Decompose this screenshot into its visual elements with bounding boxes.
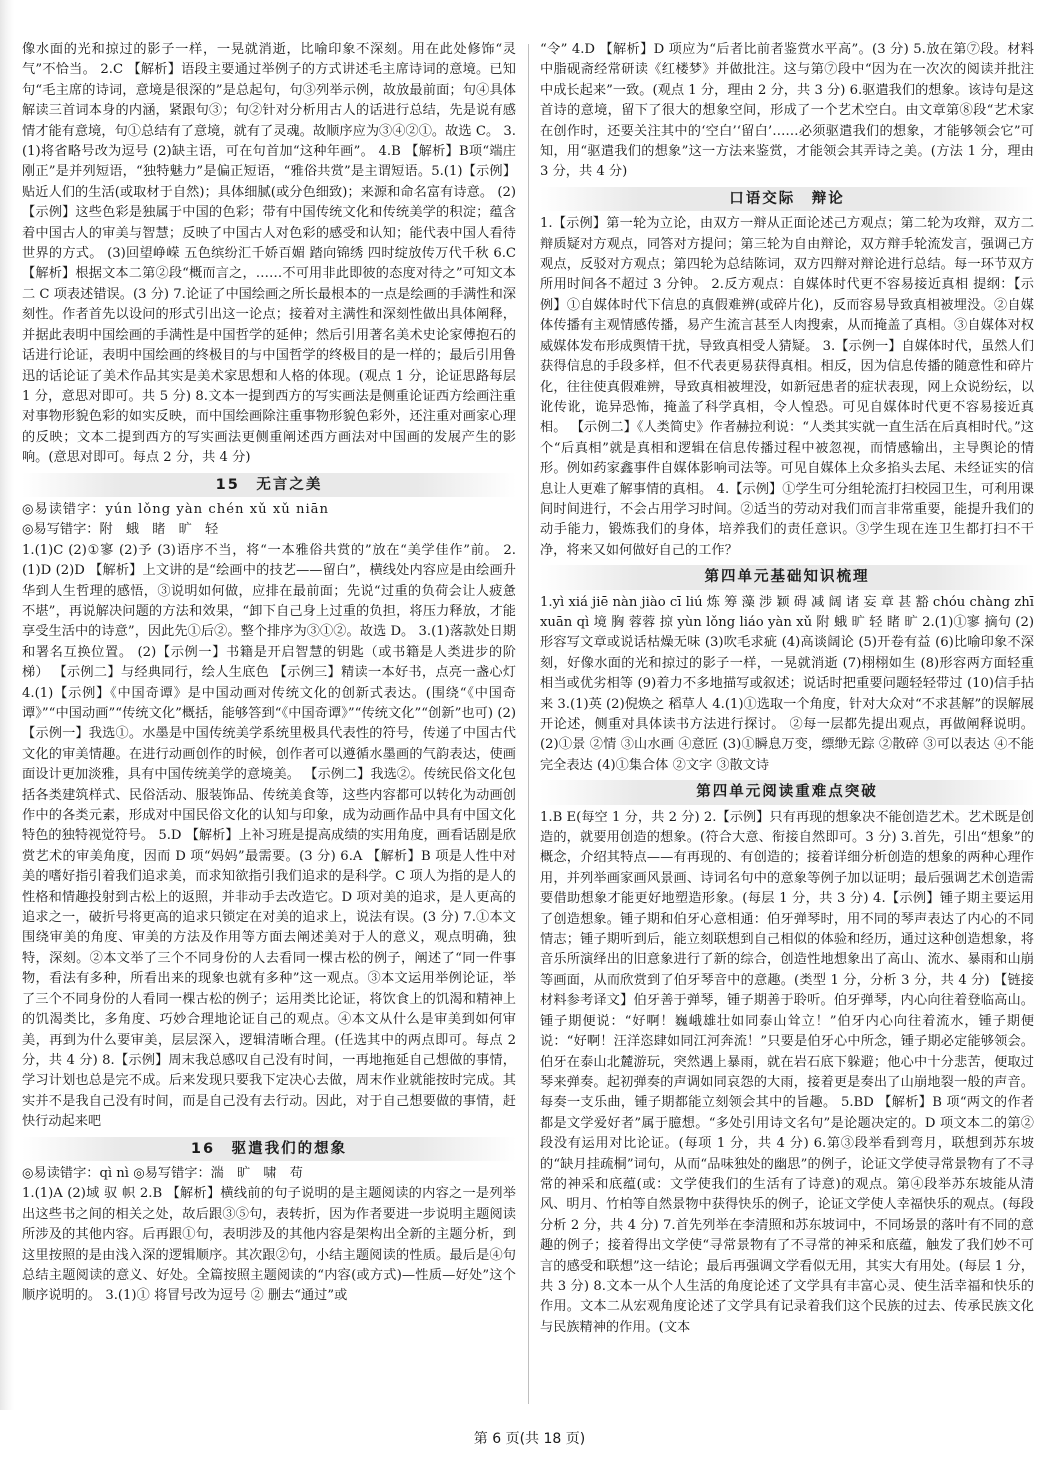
easy-misread-line: ◎易读错字：qì nì ◎易写错字：湍 旷 啸 苟 <box>22 1165 303 1181</box>
answer-text: 1.(1)C (2)①寥 (2)予 (3)语序不当，将“一本雅俗共赏的”放在“美学佳作”前。 2.(1)D (2)D 【解析】上文讲的是“绘画中的技艺——留白”，横线处内容应是由绘画升华到人生哲理的感悟，③说明如何做，应排在最前面；先说“过重的负荷会让人疲惫不堪”，再说解决问题的方法和效果，“卸下自己身上过重的负担，将压力释放，才能享受生活中的诗意”，因此先①后②。整个排序为③①②。故选 D。 3.(1)落款处日期和署名互换位置。 (2)【示例一】书籍是开启智慧的钥匙（或书籍是人类进步的阶梯） 【示例二】与经典同行，绘人生底色 【示例三】精读一本好书，点亮一盏心灯 4.(1)【示例】《中国奇谭》是中国动画对传统文化的创新式表达。(围绕“《中国奇谭》”“中国动画”“传统文化”概括，能够答到“《中国奇谭》”“传统文化”“创新”也可) (2)【示例一】我选①。水墨是中国传统美学系统里极具代表性的符号，传递了中国古代文化的审美情趣。在进行动画创作的时候，创作者可以遵循水墨画的气韵表达，使画面设计更加淡雅，具有中国传统美学的意境美。 【示例二】我选②。传统民俗文化包括各类建筑样式、民俗活动、服装饰品、传统美食等，这些内容都可以转化为动画创作中的各类元素，形成对中国民俗文化的认知与印象，成为动画作品中具有中国文化特色的独特视觉符号。 5.D 【解析】上补习班是提高成绩的实用角度，画看话剧是欣赏艺术的审美角度，因而 D 项“妈妈”最需要。(3 分) 6.A 【解析】B 项是人性中对美的嗜好指引着我们追求美，而求知欲指引我们追求的是科学。C 项人为指的是人的性格和情趣投射到古松上的返照，并非动手去改造它。D 项对美的追求，是人更高的追求之一，破折号将更高的追求只锁定在对美的追求上，说法有误。(3 分) 7.①本文围绕审美的角度、审美的方法及作用等方面去阐述美对于人的意义，观点明确，独特，深刻。②本文举了三个不同身份的人去看同一棵古松的例子，阐述了“同一件事物，看法有多种，所看出来的现象也就有多种”这一观点。③本文运用举例论证，举了三个不同身份的人看同一棵古松的例子；运用类比论证，将饮食上的饥渴和精神上的饥渴类比，多角度、巧妙合理地论证自己的观点。④本文从什么是审美到如何审美，再到为什么要审美，层层深入，逻辑清晰合理。(任选其中的两点即可。每点 2 分，共 4 分) 8.【示例】周末我总感叹自己没有时间，一再地拖延自己想做的事情，学习计划也总是完不成。后来发现只要我下定决心去做，周末作业就能按时完成。其实并不是我自己没有时间，而是自己没有去行动。因此，对于自己想要做的事情，赶快行动起来吧 <box>22 542 516 1130</box>
right-column <box>540 40 1034 1410</box>
answer-text: 1.【示例】第一轮为立论，由双方一辩从正面论述己方观点；第二轮为攻辩，双方二辩质疑对方观点，同答对方提问；第三轮为自由辩论，双方辩手轮流发言，强调己方观点，反驳对方观点；第四轮为总结陈词，双方四辩对辩论进行总结。每一环节双方所用时间各不超过 3 分钟。 2.反方观点：自媒体时代更不容易接近真相 提纲：【示例】①自媒体时代下信息的真假难辨(或碎片化)，反而容易导致真相被埋没。②自媒体传播有主观情感传播，易产生流言甚至人肉搜索，从而掩盖了真相。③自媒体对权威媒体发布形成舆情干扰，导致真相受人猜疑。 3.【示例一】自媒体时代，虽然人们获得信息的手段多样，但不代表更易获得真相。相反，因为信息传播的随意性和碎片化，往往使真假难辨，导致真相被埋没，如新冠患者的症状表现，网上众说纷纭，以讹传讹，诡异恐怖，掩盖了科学真相，令人惶恐。可见自媒体时代更不容易接近真相。 【示例二】《人类简史》作者赫拉利说：“人类其实就一直生活在后真相时代。”这个“后真相”就是真相和逻辑在信息传播过程中被忽视，而情感输出，主导舆论的情形。例如药家鑫事件自媒体影响司法等。可见自媒体上众多掐头去尾、未经证实的信息让人更难了解事情的真相。 4.【示例】①学生可分组轮流打扫校园卫生，可利用课间时间进行，不会占用学习时间。②适当的劳动对我们而言非常重要，能提升我们的动手能力，锻炼我们的身体，培养我们的责任意识。③学生现在连卫生都打扫不干净，将来又如何做好自己的工作？ <box>540 216 1034 558</box>
easy-misread-line: ◎易读错字：yún lǒng yàn chén xǔ xǔ niān <box>22 501 330 517</box>
answer-text: 1.B E(每空 1 分，共 2 分) 2.【示例】只有再现的想象决不能创造艺术。艺术既是创造的，就要用创造的想象。(符合大意、衔接自然即可。3 分) 3.首先，引出“想象”的概念，介绍其特点——有再现的、有创造的；接着详细分析创造的想象的两种心理作用，并列举画家画风景画、诗词名句中的意象等例子加以证明；最后强调艺术创造需要借助想象才能更好地塑造形象。(每层 1 分，共 3 分) 4.【示例】锺子期主要运用了创造想象。锺子期和伯牙心意相通：伯牙弹琴时，用不同的琴声表达了内心的不同情志；锺子期听到后，能立刻联想到自己相似的体验和经历，通过这种创造想象，将音乐所演绎出的旧意象进行了新的综合，创造性地想象出了高山、流水、暴雨和山崩等画面，从而欣赏到了伯牙琴音中的意趣。(类型 1 分，分析 3 分，共 4 分) 【链接材料参考译文】伯牙善于弹琴，锺子期善于聆听。伯牙弹琴，内心向往着登临高山。锺子期便说：“好啊！巍峨雄壮如同泰山耸立！”伯牙内心向往着流水，锺子期便说：“好啊！汪洋恣肆如同江河奔流！”只要是伯牙心中所念，锺子期必定能够领会。伯牙在泰山北麓游玩，突然遇上暴雨，就在岩石底下躲避；他心中十分悲苦，便取过琴来弹奏。起初弹奏的声调如同哀怨的大雨，接着更是奏出了山崩地裂一般的声音。每奏一支乐曲，锺子期都能立刻领会其中的旨趣。 5.BD 【解析】B 项“两文的作者都是文学爱好者”属于臆想。“多处引用诗文名句”是论题决定的。D 项文本二的第②段没有运用对比论证。(每项 1 分，共 4 分) 6.第③段举看到弯月，联想到苏东坡的“缺月挂疏桐”词句，从而“品味独处的幽思”的例子，论证文学使寻常景物有了不寻常的神采和底蕴(或：文学使我们的生活有了诗意)的观点。第④段举苏东坡能从清风、明月、竹柏等自然景物中获得快乐的例子，论证文学使人幸福快乐的观点。(每段分析 2 分，共 4 分) 7.首先列举在李清照和苏东坡词中，不同场景的落叶有不同的意趣的例子；接着得出文学使“寻常景物有了不寻常的神采和底蕴，触发了我们妙不可言的感受和联想”这一结论；最后再强调文学看似无用，其实大有用处。(每层 1 分，共 3 分) 8.文本一从个人生活的角度论述了文学具有丰富心灵、使生活幸福和快乐的作用。文本二从宏观角度论述了文学具有记录着我们这个民族的过去、传承民族文化与民族精神的作用。(文本 <box>540 809 1034 1335</box>
section-title: 第四单元阅读重难点突破 <box>540 780 1034 804</box>
page-number-footer: 第 6 页(共 18 页) <box>473 1431 586 1447</box>
section-title: 口语交际 辩论 <box>540 187 1034 211</box>
page-binding-edge <box>0 0 14 1410</box>
section-title: 15 无言之美 <box>22 473 516 497</box>
easy-miswrite-line: ◎易写错字：附 蛾 睹 旷 轻 <box>22 522 219 538</box>
section-title: 第四单元基础知识梳理 <box>540 565 1034 589</box>
section-title: 16 驱遣我们的想象 <box>22 1137 516 1161</box>
answer-text: “令” 4.D 【解析】D 项应为“后者比前者鉴赏水平高”。(3 分) 5.放在第⑦段。材料中脂砚斋经常研读《红楼梦》并做批注。这与第⑦段中“因为在一次次的阅读并批注中成长起来”一致。(观点 1 分，理由 2 分，共 3 分) 6.驱遣我们的想象。该诗句是这首诗的意境，留下了很大的想象空间，形成了一个艺术空白。由文章第⑧段“艺术家在创作时，还要关注其中的‘空白’‘留白’……必须驱遣我们的想象，才能够领会它”可知，用“驱遣我们的想象”这一方法来鉴赏，才能领会其弄诗之美。(方法 1 分，理由 3 分，共 4 分) <box>540 42 1034 180</box>
column-divider <box>528 44 529 1404</box>
answer-text: 像水面的光和掠过的影子一样，一晃就消逝，比喻印象不深刻。用在此处修饰“灵气”不恰当。 2.C 【解析】语段主要通过举例子的方式讲述毛主席诗词的意境。已知句“毛主席的诗词，意境是很深的”是总起句，句③列举示例，故放最前面；句④具体解读三首词本身的内涵，紧跟句③；句②针对分析用古人的话进行总结，先是说有感情才能有意境，句①总结有了意境，就有了灵魂。故顺序应为③④②①。故选 C。 3.(1)将省略号改为逗号 (2)缺主语，可在句首加“这种年画”。 4.B 【解析】B项“端庄刚正”是并列短语，“独特魅力”是偏正短语，“雅俗共赏”是主谓短语。5.(1)【示例】贴近人们的生活(或取材于自然)；具体细腻(或分色细致)；来源和命名富有诗意。 (2)【示例】这些色彩是独属于中国的色彩；带有中国传统文化和传统美学的积淀；蕴含着中国古人的审美与智慧；反映了中国古人对色彩的感受和认知；能代表中国人看待世界的方式。 (3)回望峥嵘 五色缤纷汇千娇百媚 踏向锦绣 四时绽放传万代千秋 6.C 【解析】根据文本二第②段“概而言之，……不可用非此即彼的态度对待之”可知文本二 C 项表述错误。(3 分) 7.论证了中国绘画之所长最根本的一点是绘画的手满性和深刻性。作者首先以设问的形式引出这一论点；接着对主满性和深刻性做出具体阐释，并据此表明中国绘画的手满性是中国哲学的延伸；然后引用著名美术史论家傅抱石的话进行论证，表明中国绘画的终极目的与中国哲学的终极目的是一样的；最后引用鲁迅的话论证了美术作品其实是美术家思想和人格的体现。(观点 1 分，论证思路每层 1 分，意思对即可。共 5 分) 8.文本一提到西方的写实画法是侧重论证西方绘画注重对事物形貌色彩的如实反映，而中国绘画除注重事物形貌色彩外，还注重对画家心理的反映；文本二提到西方的写实画法更侧重阐述西方画法对中国画的发展产生的影响。(意思对即可。每点 2 分，共 4 分) <box>22 42 516 466</box>
answer-text: 1.(1)A (2)域 驭 帜 2.B 【解析】横线前的句子说明的是主题阅读的内容之一是列举出这些书之间的相关之处，故后跟③⑤句，表转折，因为作者要进一步说明主题阅读所涉及的其他内容。后再跟①句，表明涉及的其他内容是架构出全新的主题分析，到这里按照的是由浅入深的逻辑顺序。其次跟②句，小结主题阅读的性质。最后是④句总结主题阅读的意义、好处。全篇按照主题阅读的“内容(或方式)—性质—好处”这个顺序说明的。 3.(1)① 将冒号改为逗号 ② 删去“通过”或 <box>22 1186 516 1304</box>
left-column <box>22 40 516 1410</box>
answer-text: 1.yì xiá jiē nàn jiào cī liú 炼 筹 藻 涉 颖 碍 减 阔 诸 妄 章 甚 豁 chóu chàng zhī xuān qì 境 胸 蓉蓉 掠 yùn lǒng liáo yàn xǔ 附 蛾 旷 轻 睹 旷 2.(1)①寥 摘句 (2)形容写文章或说话枯燥无味 (3)吹毛求疵 (4)高谈阔论 (5)开卷有益 (6)比喻印象不深刻，好像水面的光和掠过的影子一样，一晃就消逝 (7)栩栩如生 (8)形容两方面轻重相当或优劣相等 (9)着力不多地描写或叙述；说话时把重要问题轻轻带过 (10)信手拈来 3.(1)英 (2)倪焕之 稻草人 4.(1)①选取一个角度，针对大众对“不求甚解”的误解展开论述，侧重对具体读书方法进行探讨。 ②每一层都先提出观点，再做阐释说明。 (2)①景 ②情 ③山水画 ④意匠 (3)①瞬息万变，缥缈无踪 ②散碎 ③可以表达 ④不能完全表达 (4)①集合体 ②文字 ③散文诗 <box>540 594 1034 773</box>
